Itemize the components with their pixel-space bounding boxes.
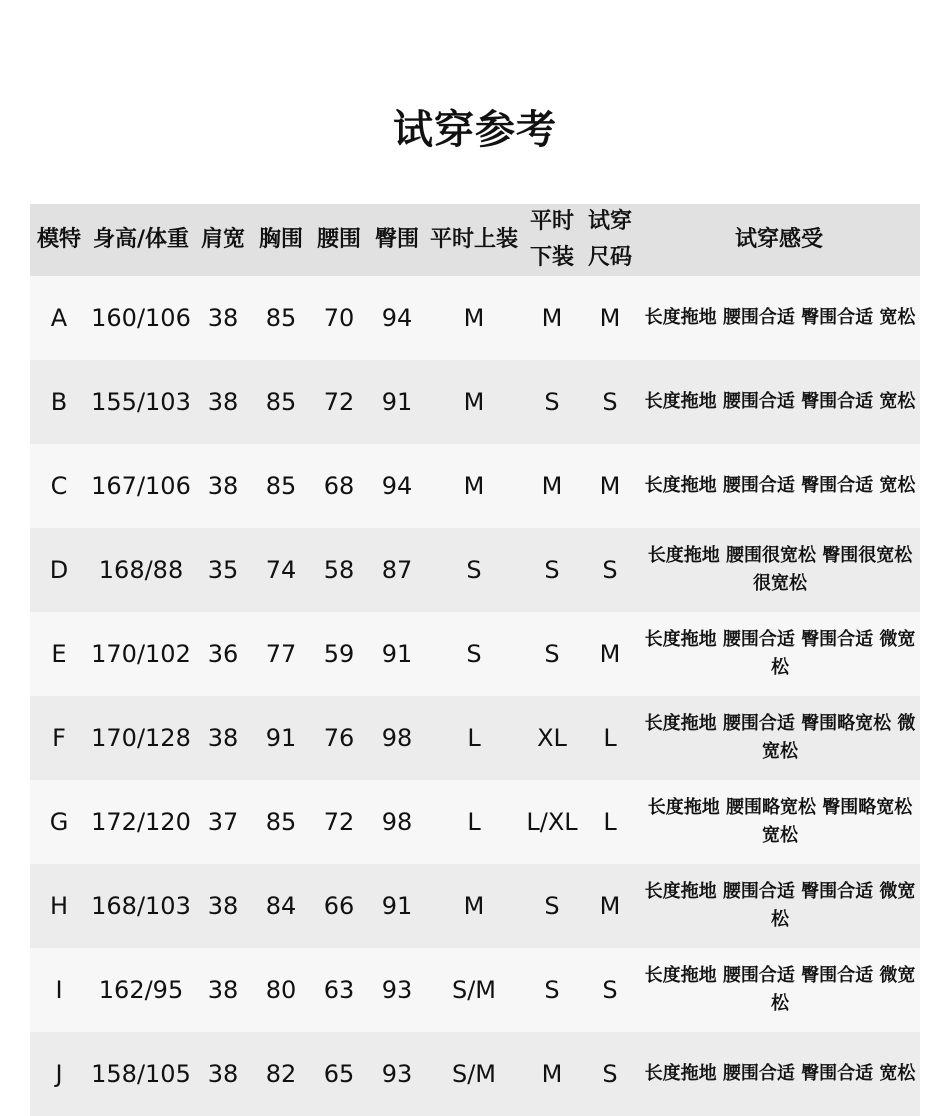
cell-usual-bottom: S bbox=[522, 948, 582, 1032]
cell-chest: 85 bbox=[252, 780, 310, 864]
table-row bbox=[30, 276, 920, 360]
header-tried-size: 试穿尺码 bbox=[582, 204, 638, 276]
cell-shoulder: 38 bbox=[194, 360, 252, 444]
header-height-weight: 身高/体重 bbox=[88, 204, 194, 276]
header-hip: 臀围 bbox=[368, 204, 426, 276]
cell-usual-bottom: M bbox=[522, 276, 582, 360]
cell-feeling: 长度拖地 腰围合适 臀围合适 宽松 bbox=[638, 1032, 920, 1116]
header-usual-bottom: 平时下装 bbox=[522, 204, 582, 276]
cell-hip: 91 bbox=[368, 360, 426, 444]
cell-shoulder: 38 bbox=[194, 276, 252, 360]
table-row bbox=[30, 612, 920, 696]
cell-usual-bottom: L/XL bbox=[522, 780, 582, 864]
cell-height-weight: 168/103 bbox=[88, 864, 194, 948]
table-row bbox=[30, 528, 920, 612]
cell-chest: 85 bbox=[252, 444, 310, 528]
cell-usual-top: M bbox=[426, 864, 522, 948]
cell-usual-top: S bbox=[426, 612, 522, 696]
cell-feeling: 长度拖地 腰围合适 臀围略宽松 微宽松 bbox=[638, 696, 920, 780]
cell-hip: 94 bbox=[368, 444, 426, 528]
cell-height-weight: 158/105 bbox=[88, 1032, 194, 1116]
cell-model: H bbox=[30, 864, 88, 948]
cell-shoulder: 38 bbox=[194, 948, 252, 1032]
cell-height-weight: 162/95 bbox=[88, 948, 194, 1032]
cell-hip: 93 bbox=[368, 948, 426, 1032]
cell-hip: 98 bbox=[368, 696, 426, 780]
cell-model: G bbox=[30, 780, 88, 864]
cell-height-weight: 155/103 bbox=[88, 360, 194, 444]
cell-feeling: 长度拖地 腰围略宽松 臀围略宽松 宽松 bbox=[638, 780, 920, 864]
cell-usual-top: M bbox=[426, 444, 522, 528]
cell-model: E bbox=[30, 612, 88, 696]
cell-usual-top: S/M bbox=[426, 1032, 522, 1116]
cell-feeling: 长度拖地 腰围合适 臀围合适 微宽松 bbox=[638, 612, 920, 696]
cell-usual-bottom: S bbox=[522, 360, 582, 444]
cell-hip: 91 bbox=[368, 864, 426, 948]
cell-model: C bbox=[30, 444, 88, 528]
cell-tried-size: S bbox=[582, 528, 638, 612]
cell-feeling: 长度拖地 腰围合适 臀围合适 宽松 bbox=[638, 276, 920, 360]
cell-waist: 72 bbox=[310, 360, 368, 444]
cell-model: B bbox=[30, 360, 88, 444]
table-row bbox=[30, 360, 920, 444]
table-row bbox=[30, 444, 920, 528]
cell-waist: 72 bbox=[310, 780, 368, 864]
cell-height-weight: 160/106 bbox=[88, 276, 194, 360]
table-row bbox=[30, 1032, 920, 1116]
cell-usual-top: L bbox=[426, 696, 522, 780]
header-feeling: 试穿感受 bbox=[638, 204, 920, 276]
cell-waist: 76 bbox=[310, 696, 368, 780]
cell-tried-size: L bbox=[582, 696, 638, 780]
cell-usual-bottom: M bbox=[522, 1032, 582, 1116]
table-body bbox=[30, 276, 920, 1116]
cell-tried-size: M bbox=[582, 444, 638, 528]
cell-model: A bbox=[30, 276, 88, 360]
cell-usual-bottom: M bbox=[522, 444, 582, 528]
cell-feeling: 长度拖地 腰围合适 臀围合适 宽松 bbox=[638, 444, 920, 528]
cell-height-weight: 170/102 bbox=[88, 612, 194, 696]
cell-usual-bottom: S bbox=[522, 528, 582, 612]
cell-hip: 98 bbox=[368, 780, 426, 864]
cell-height-weight: 170/128 bbox=[88, 696, 194, 780]
cell-height-weight: 172/120 bbox=[88, 780, 194, 864]
cell-height-weight: 168/88 bbox=[88, 528, 194, 612]
cell-usual-bottom: XL bbox=[522, 696, 582, 780]
header-usual-top: 平时上装 bbox=[426, 204, 522, 276]
table-row bbox=[30, 780, 920, 864]
header-waist: 腰围 bbox=[310, 204, 368, 276]
cell-tried-size: M bbox=[582, 612, 638, 696]
cell-hip: 93 bbox=[368, 1032, 426, 1116]
cell-chest: 85 bbox=[252, 276, 310, 360]
cell-model: D bbox=[30, 528, 88, 612]
header-model: 模特 bbox=[30, 204, 88, 276]
cell-tried-size: M bbox=[582, 864, 638, 948]
cell-model: F bbox=[30, 696, 88, 780]
cell-feeling: 长度拖地 腰围合适 臀围合适 微宽松 bbox=[638, 948, 920, 1032]
header-shoulder: 肩宽 bbox=[194, 204, 252, 276]
cell-waist: 68 bbox=[310, 444, 368, 528]
cell-hip: 94 bbox=[368, 276, 426, 360]
cell-chest: 85 bbox=[252, 360, 310, 444]
cell-tried-size: S bbox=[582, 1032, 638, 1116]
table-header-row bbox=[30, 204, 920, 276]
cell-hip: 87 bbox=[368, 528, 426, 612]
cell-tried-size: M bbox=[582, 276, 638, 360]
cell-feeling: 长度拖地 腰围很宽松 臀围很宽松 很宽松 bbox=[638, 528, 920, 612]
cell-chest: 82 bbox=[252, 1032, 310, 1116]
cell-shoulder: 38 bbox=[194, 864, 252, 948]
cell-shoulder: 35 bbox=[194, 528, 252, 612]
cell-hip: 91 bbox=[368, 612, 426, 696]
table-row bbox=[30, 864, 920, 948]
cell-waist: 58 bbox=[310, 528, 368, 612]
cell-shoulder: 38 bbox=[194, 696, 252, 780]
cell-usual-top: M bbox=[426, 276, 522, 360]
cell-feeling: 长度拖地 腰围合适 臀围合适 微宽松 bbox=[638, 864, 920, 948]
cell-tried-size: S bbox=[582, 948, 638, 1032]
header-chest: 胸围 bbox=[252, 204, 310, 276]
cell-tried-size: S bbox=[582, 360, 638, 444]
cell-waist: 70 bbox=[310, 276, 368, 360]
cell-model: J bbox=[30, 1032, 88, 1116]
cell-waist: 59 bbox=[310, 612, 368, 696]
cell-shoulder: 37 bbox=[194, 780, 252, 864]
cell-usual-top: S bbox=[426, 528, 522, 612]
cell-usual-top: M bbox=[426, 360, 522, 444]
cell-chest: 91 bbox=[252, 696, 310, 780]
cell-chest: 84 bbox=[252, 864, 310, 948]
table-row bbox=[30, 696, 920, 780]
cell-chest: 80 bbox=[252, 948, 310, 1032]
cell-model: I bbox=[30, 948, 88, 1032]
cell-shoulder: 38 bbox=[194, 444, 252, 528]
cell-shoulder: 36 bbox=[194, 612, 252, 696]
table-row bbox=[30, 948, 920, 1032]
fit-reference-table bbox=[30, 204, 920, 1116]
page-title: 试穿参考 bbox=[393, 107, 557, 153]
cell-usual-top: S/M bbox=[426, 948, 522, 1032]
cell-usual-bottom: S bbox=[522, 864, 582, 948]
cell-shoulder: 38 bbox=[194, 1032, 252, 1116]
cell-usual-bottom: S bbox=[522, 612, 582, 696]
cell-chest: 74 bbox=[252, 528, 310, 612]
cell-usual-top: L bbox=[426, 780, 522, 864]
cell-feeling: 长度拖地 腰围合适 臀围合适 宽松 bbox=[638, 360, 920, 444]
cell-waist: 63 bbox=[310, 948, 368, 1032]
cell-tried-size: L bbox=[582, 780, 638, 864]
cell-waist: 66 bbox=[310, 864, 368, 948]
cell-chest: 77 bbox=[252, 612, 310, 696]
cell-waist: 65 bbox=[310, 1032, 368, 1116]
cell-height-weight: 167/106 bbox=[88, 444, 194, 528]
